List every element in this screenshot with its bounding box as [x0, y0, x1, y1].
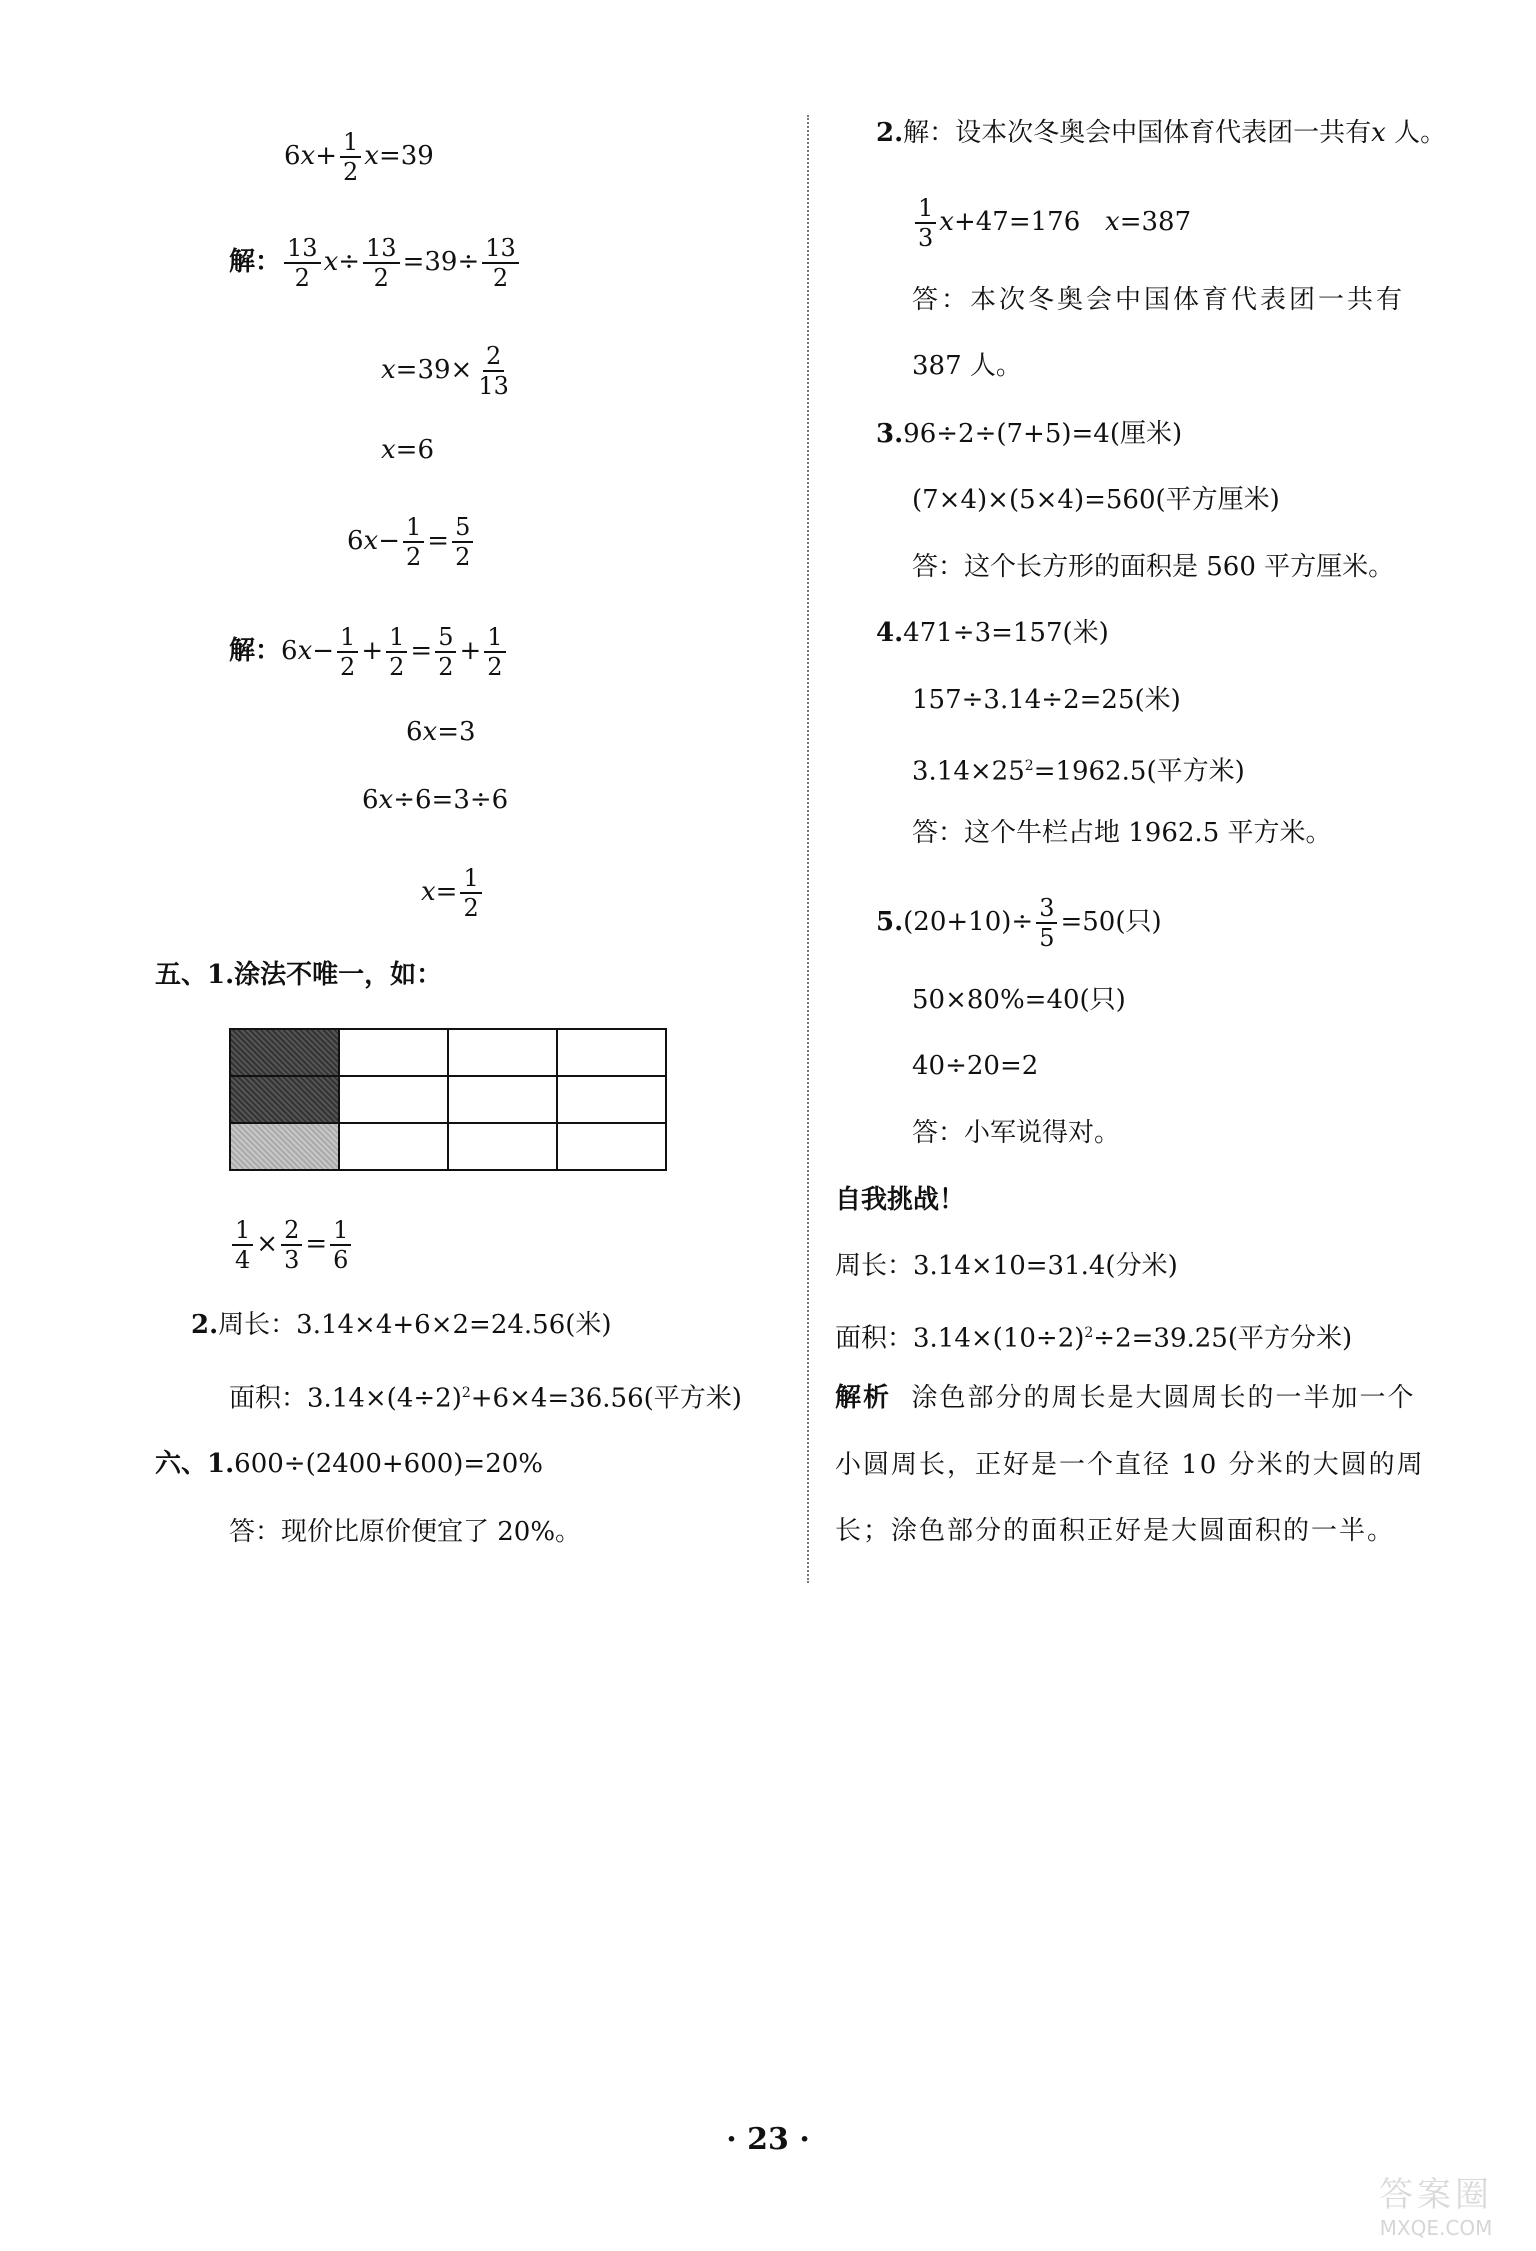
section-5-question-2-area: 面积：$3.14\times(4\div 2)^2+6\times 4=36.56$(平方米) [229, 1383, 742, 1414]
grid-cell [448, 1029, 557, 1076]
question-3-area: (7×4)×(5×4)=560(平方厘米) [912, 485, 1280, 515]
question-3-answer: 答：这个长方形的面积是 560 平方厘米。 [912, 552, 1395, 582]
watermark-logo-text: 答案圈 [1379, 2175, 1493, 2215]
challenge-area: 面积：$3.14\times(10\div 2)^2\div 2=39.25$(平方分米) [835, 1323, 1353, 1354]
solution-1-step-2: x=39× $\frac{2}{13}$ [381, 342, 509, 400]
question-2-answer: 答：本次冬奥会中国体育代表团一共有 [912, 285, 1406, 315]
grid-cell [557, 1076, 666, 1123]
grid-cell [557, 1029, 666, 1076]
watermark-logo [1356, 2167, 1516, 2240]
grid-cell [557, 1123, 666, 1170]
question-2-answer-cont: 387 人。 [912, 351, 1022, 381]
grid-row [230, 1123, 666, 1170]
challenge-perimeter: 周长：3.14×10=31.4(分米) [835, 1251, 1178, 1281]
grid-row [230, 1076, 666, 1123]
question-2: 2.解：设本次冬奥会中国体育代表团一共有x 人。 [876, 118, 1447, 148]
analysis-line-3: 长；涂色部分的面积正好是大圆面积的一半。 [835, 1516, 1396, 1546]
equation-1: 6x+ $\frac{1}{2}$ x=39 [284, 128, 434, 186]
page-number: · 23 · [726, 2122, 810, 2157]
fraction: $\frac{1}{2}$ [340, 130, 361, 184]
grid-cell-shaded [230, 1029, 339, 1076]
solution-1-step-1: 解： $\frac{13}{2}$ x÷ $\frac{13}{2}$ =39÷ $\frac{13}{2}$ [229, 236, 522, 290]
question-2-equation: $\frac{1}{3}$ x+47=176 x=387 [912, 196, 1191, 250]
watermark-url: MXQE.COM [1379, 2216, 1493, 2240]
shading-grid [229, 1028, 667, 1171]
grid-cell-shaded [230, 1123, 339, 1170]
question-5-step-2: 50×80%=40(只) [912, 985, 1126, 1015]
section-6-question-1: 六、1.600÷(2400+600)=20% [155, 1449, 544, 1479]
grid-cell [339, 1123, 448, 1170]
grid-row [230, 1029, 666, 1076]
solution-2-step-1: 解：6x− $\frac{1}{2}$ + $\frac{1}{2}$ = $\frac{5}{2}$ + $\frac{1}{2}$ [229, 625, 509, 679]
solution-2-step-2: 6x=3 [406, 717, 476, 747]
solution-2-step-3: 6x÷6=3÷6 [362, 785, 509, 815]
column-divider [807, 115, 809, 1583]
equation-2: 6x− $\frac{1}{2}$ = $\frac{5}{2}$ [347, 515, 476, 569]
shading-fraction-equation: $\frac{1}{4}$ × $\frac{2}{3}$ = $\frac{1}{6}$ [229, 1218, 354, 1272]
question-4-answer: 答：这个牛栏占地 1962.5 平方米。 [912, 818, 1332, 848]
question-5-answer: 答：小军说得对。 [912, 1118, 1121, 1148]
grid-cell [339, 1076, 448, 1123]
challenge-heading: 自我挑战！ [835, 1185, 966, 1215]
solution-2-result: x= $\frac{1}{2}$ [421, 866, 485, 920]
analysis-line-1: 解析 涂色部分的周长是大圆周长的一半加一个 [835, 1383, 1416, 1413]
question-5: 5.(20+10)÷ $\frac{3}{5}$ =50(只) [876, 894, 1162, 952]
section-5-question-1: 五、1.涂法不唯一，如： [155, 960, 443, 990]
question-4-area: $3.14\times 25^2=1962.5$(平方米) [912, 756, 1245, 787]
grid-cell-shaded [230, 1076, 339, 1123]
analysis-line-2: 小圆周长，正好是一个直径 10 分米的大圆的周 [835, 1450, 1425, 1480]
question-5-step-3: 40÷20=2 [912, 1051, 1039, 1081]
section-6-answer: 答：现价比原价便宜了 20%。 [229, 1517, 582, 1547]
grid-cell [448, 1123, 557, 1170]
solution-1-result: x=6 [381, 435, 434, 465]
grid-cell [339, 1029, 448, 1076]
question-3: 3.96÷2÷(7+5)=4(厘米) [876, 419, 1183, 449]
question-4-radius: 157÷3.14÷2=25(米) [912, 685, 1181, 715]
section-5-question-2: 2.周长：3.14×4+6×2=24.56(米) [191, 1310, 612, 1340]
question-4: 4.471÷3=157(米) [876, 618, 1109, 648]
grid-cell [448, 1076, 557, 1123]
